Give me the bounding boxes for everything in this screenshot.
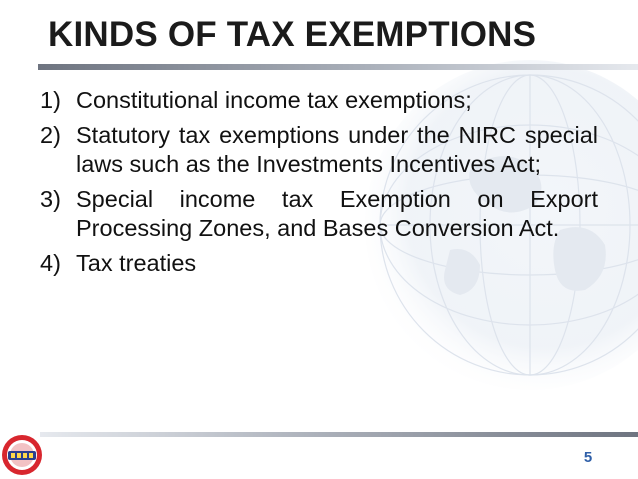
footer-rule [40,432,638,437]
list-item-text: Special income tax Exemption on Export Processing Zones, and Bases Conversion Act. [76,185,598,241]
list-item-text: Statutory tax exemptions under the NIRC special laws such as the Investments Incentives Act; [76,121,598,177]
title-underline-rule [38,64,638,70]
list-item-text: Tax treaties [76,249,197,276]
list-item-number: 3) [40,185,61,212]
list-item [40,185,598,244]
list-item-number: 1) [40,87,61,113]
red-circular-logo-icon [0,433,44,477]
list-item [40,249,598,279]
exemption-list [40,86,598,283]
list-item [40,86,598,116]
page-number: 5 [583,449,593,466]
list-item-number: 4) [40,249,61,276]
list-item [40,121,598,180]
slide-title: KINDS OF TAX EXEMPTIONS [48,15,537,54]
list-item-text: Constitutional income tax exemptions; [76,87,472,113]
list-item-number: 2) [40,121,61,148]
